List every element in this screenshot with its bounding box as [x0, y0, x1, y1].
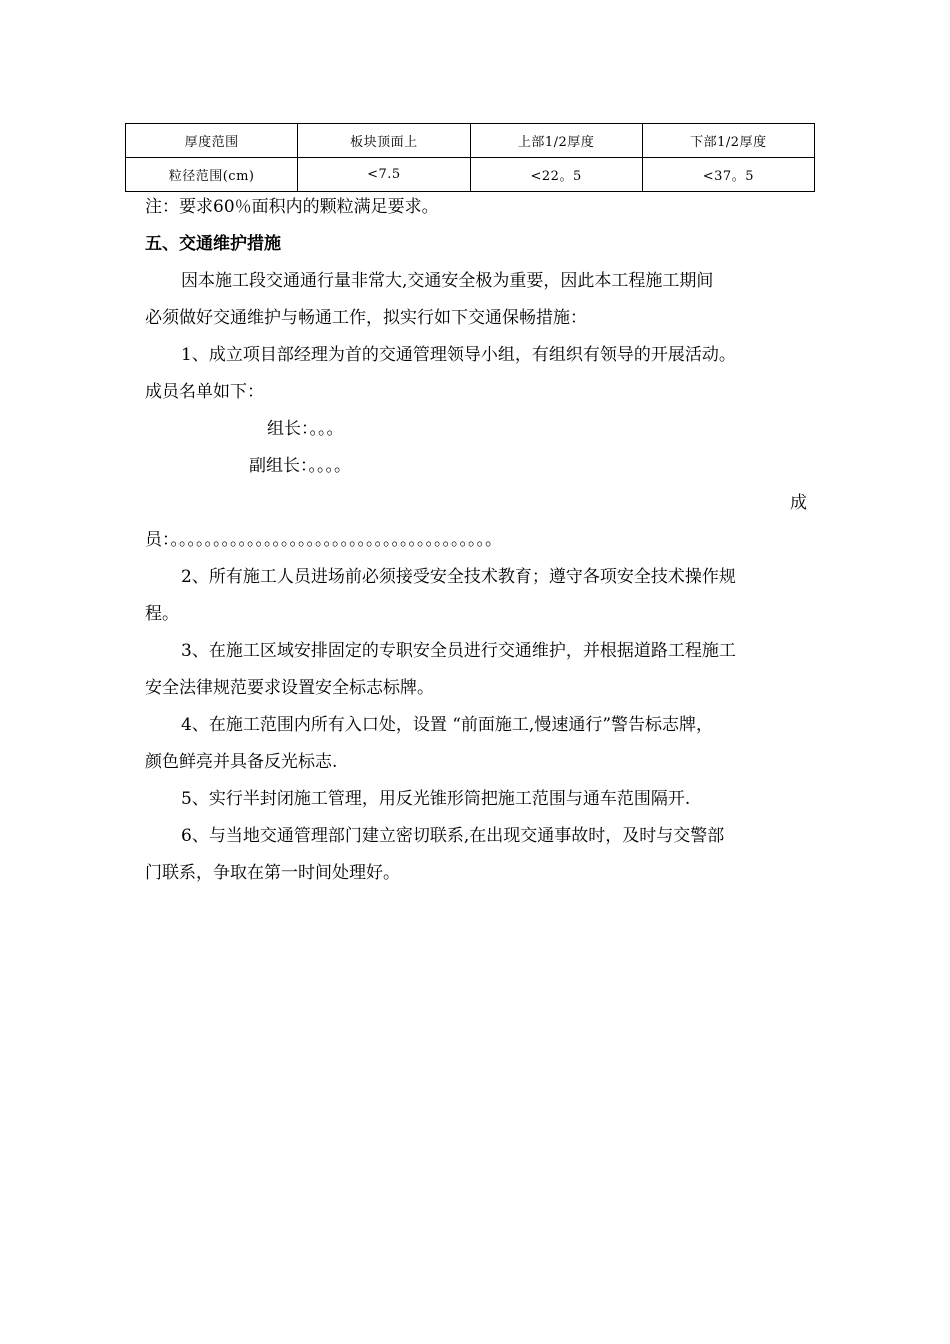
item-6-line-1: 6、与当地交通管理部门建立密切联系,在出现交通事故时，及时与交警部 — [181, 826, 725, 846]
item-2-line-1: 2、所有施工人员进场前必须接受安全技术教育；遵守各项安全技术操作规 — [181, 567, 736, 587]
table-cell: 厚度范围 — [126, 124, 298, 158]
table-cell: <7.5 — [298, 158, 470, 192]
item-3-line-1: 3、在施工区域安排固定的专职安全员进行交通维护，并根据道路工程施工 — [181, 641, 736, 661]
table-note: 注：要求60％面积内的颗粒满足要求。 — [145, 197, 439, 217]
table-cell: 粒径范围(cm) — [126, 158, 298, 192]
members-line: 员：。。。。。。。。。。。。。。。。。。。。。。。。。。。。。。。。。。。。。。 — [145, 530, 502, 550]
item-4-line-1: 4、在施工范围内所有入口处，设置 “前面施工,慢速通行”警告标志牌， — [181, 715, 714, 735]
item-2-line-2: 程。 — [145, 604, 179, 624]
table-row — [126, 158, 815, 192]
item-4-line-2: 颜色鲜亮并具备反光标志. — [145, 752, 338, 772]
item-1-line-1: 1、成立项目部经理为首的交通管理领导小组，有组织有领导的开展活动。 — [181, 345, 736, 365]
table-cell: 板块顶面上 — [298, 124, 470, 158]
intro-line-1: 因本施工段交通通行量非常大,交通安全极为重要，因此本工程施工期间 — [181, 271, 714, 291]
item-6-line-2: 门联系，争取在第一时间处理好。 — [145, 863, 400, 883]
table-cell: 上部1/2厚度 — [470, 124, 642, 158]
particle-size-table — [125, 123, 815, 192]
members-label: 成 — [790, 493, 807, 513]
table-cell: <22。5 — [470, 158, 642, 192]
body-text — [145, 189, 807, 892]
intro-line-2: 必须做好交通维护与畅通工作，拟实行如下交通保畅措施： — [145, 308, 587, 328]
item-1-line-2: 成员名单如下： — [145, 382, 264, 402]
table-cell: <37。5 — [642, 158, 814, 192]
deputy-leader-line: 副组长：。。。。 — [249, 456, 351, 476]
item-5-line-1: 5、实行半封闭施工管理，用反光锥形筒把施工范围与通车范围隔开. — [181, 789, 691, 809]
table-cell: 下部1/2厚度 — [642, 124, 814, 158]
leader-line: 组长：。。。 — [267, 419, 344, 439]
item-3-line-2: 安全法律规范要求设置安全标志标牌。 — [145, 678, 434, 698]
section-heading: 五、交通维护措施 — [145, 234, 281, 254]
table-row — [126, 124, 815, 158]
